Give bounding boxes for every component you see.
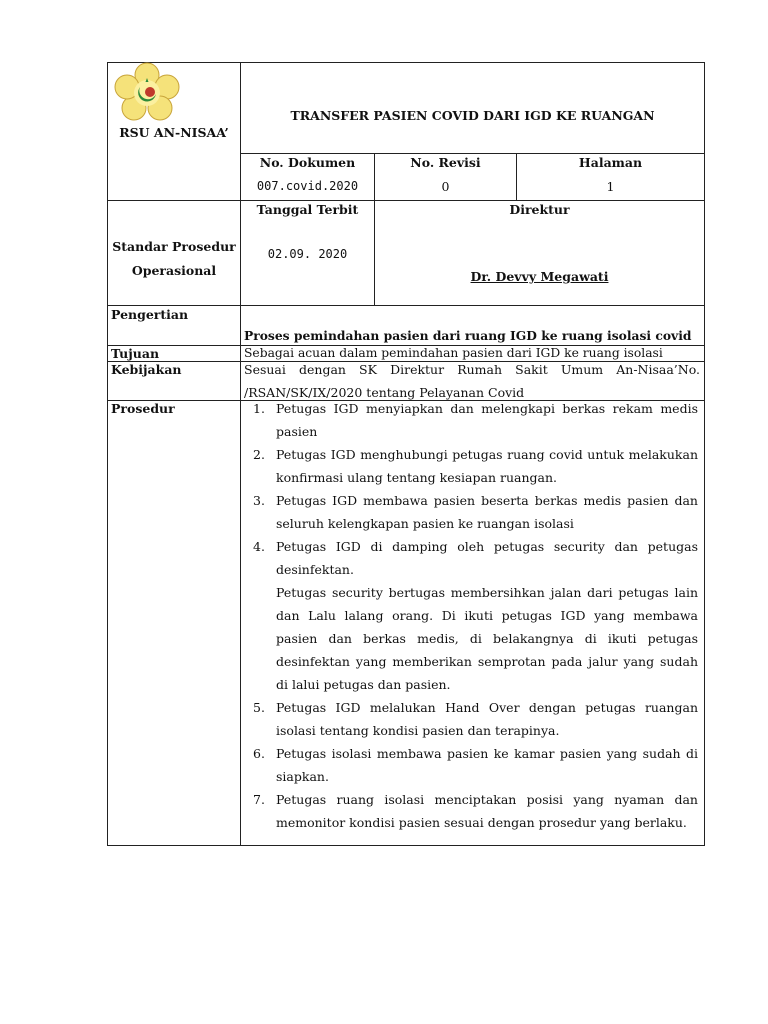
pengertian-text: Proses pemindahan pasien dari ruang IGD ke ruang isolasi covid bbox=[244, 328, 692, 343]
procedure-step bbox=[243, 489, 698, 535]
step-number: 7. bbox=[253, 792, 265, 807]
step-number: 1. bbox=[253, 401, 265, 416]
kebijakan-label: Kebijakan bbox=[111, 362, 182, 377]
procedure-list bbox=[243, 397, 698, 834]
director-label: Direktur bbox=[509, 202, 570, 217]
document-title: TRANSFER PASIEN COVID DARI IGD KE RUANGAN bbox=[290, 108, 655, 123]
step-number: 4. bbox=[253, 539, 265, 554]
hospital-logo-icon bbox=[110, 62, 185, 122]
procedure-step bbox=[243, 742, 698, 788]
step-number: 2. bbox=[253, 447, 265, 462]
procedure-step bbox=[243, 535, 698, 581]
rev-value: 0 bbox=[441, 179, 450, 194]
kebijakan-text: Sesuai dengan SK Direktur Rumah Sakit Umum An-Nisaa’No. /RSAN/SK/IX/2020 tentang Pelayanan Covid bbox=[244, 362, 700, 400]
procedure-step bbox=[243, 397, 698, 443]
tujuan-text: Sebagai acuan dalam pemindahan pasien dari IGD ke ruang isolasi bbox=[244, 346, 663, 360]
hospital-name: RSU AN-NISAA’ bbox=[119, 125, 229, 140]
step-text: Petugas IGD di damping oleh petugas security dan petugas desinfektan. bbox=[276, 539, 698, 577]
page-value: 1 bbox=[606, 179, 615, 194]
step-number: 6. bbox=[253, 746, 265, 761]
step-text: Petugas IGD menghubungi petugas ruang covid untuk melakukan konfirmasi ulang tentang kesiapan ruangan. bbox=[276, 447, 698, 485]
column-divider bbox=[240, 305, 241, 846]
tujuan-label: Tujuan bbox=[111, 346, 160, 361]
prosedur-label: Prosedur bbox=[111, 401, 175, 416]
director-name: Dr. Devvy Megawati bbox=[470, 269, 609, 284]
procedure-step bbox=[243, 443, 698, 489]
pengertian-label: Pengertian bbox=[111, 307, 189, 322]
step-text: Petugas IGD melalukan Hand Over dengan petugas ruangan isolasi tentang kondisi pasien dan terapinya. bbox=[276, 700, 698, 738]
step-text: Petugas ruang isolasi menciptakan posisi yang nyaman dan memonitor kondisi pasien sesuai dengan prosedur yang berlaku. bbox=[276, 792, 698, 830]
date-label: Tanggal Terbit bbox=[256, 202, 359, 217]
doc-no-label: No. Dokumen bbox=[259, 155, 356, 170]
rev-label: No. Revisi bbox=[410, 155, 481, 170]
step-text: Petugas IGD membawa pasien beserta berkas medis pasien dan seluruh kelengkapan pasien ke ruangan isolasi bbox=[276, 493, 698, 531]
issue-date: 02.09. 2020 bbox=[267, 247, 348, 261]
sop-label: Standar Prosedur Operasional bbox=[112, 239, 236, 278]
doc-no: 007.covid.2020 bbox=[256, 179, 359, 193]
step-text: Petugas IGD menyiapkan dan melengkapi berkas rekam medis pasien bbox=[276, 401, 698, 439]
step-number: 3. bbox=[253, 493, 265, 508]
step-number: 5. bbox=[253, 700, 265, 715]
step-text: Petugas isolasi membawa pasien ke kamar pasien yang sudah di siapkan. bbox=[276, 746, 698, 784]
step-detail: Petugas security bertugas membersihkan jalan dari petugas lain dan Lalu lalang orang. Di ikuti petugas IGD yang membawa pasien dan berkas medis, di belakangnya di ikuti petugas desinfektan yang memberikan semprotan pada jalur yang sudah di lalui petugas dan pasien. bbox=[276, 585, 698, 692]
procedure-step bbox=[243, 788, 698, 834]
page-label: Halaman bbox=[578, 155, 643, 170]
procedure-step bbox=[243, 696, 698, 742]
